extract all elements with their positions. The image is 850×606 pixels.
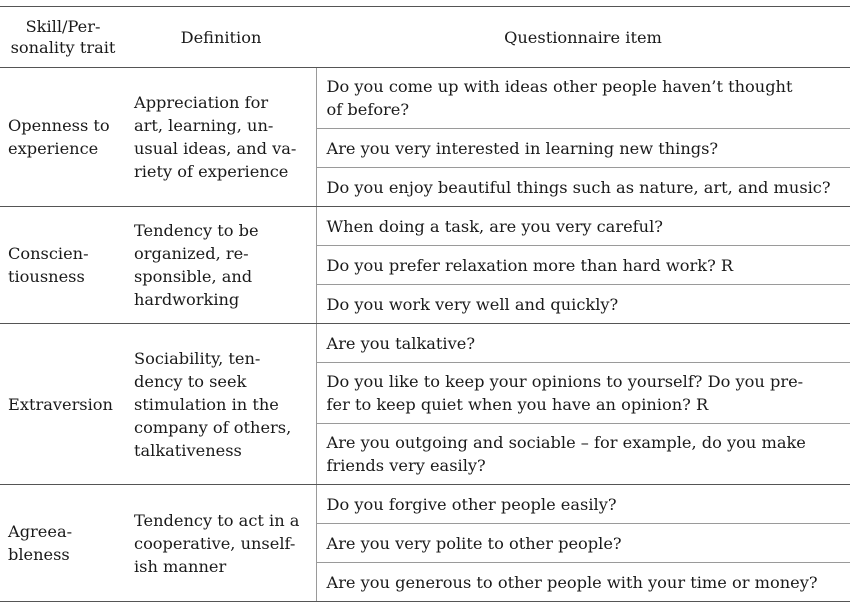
definition-column-header: Definition — [126, 7, 316, 68]
definition-line: dency to seek — [134, 371, 247, 391]
questionnaire-item-cell — [316, 129, 850, 168]
questionnaire-item-line: Are you very polite to other people? — [326, 533, 622, 553]
trait-header-line: sonality trait — [10, 38, 116, 57]
questionnaire-item-line: Do you come up with ideas other people haven’t thought — [326, 77, 793, 96]
questionnaire-item-line: Do you forgive other people easily? — [326, 494, 617, 514]
trait-header-line: Skill/Per- — [25, 17, 101, 36]
questionnaire-item-cell — [316, 207, 850, 246]
definition-line: usual ideas, and va- — [134, 139, 297, 158]
questionnaire-item-cell — [316, 524, 850, 563]
definition-line: Tendency to be — [134, 221, 259, 240]
trait-name-line: Agreea- — [8, 522, 73, 541]
trait-name-line: bleness — [8, 545, 70, 564]
trait-cell — [0, 207, 126, 324]
questionnaire-item-cell — [316, 324, 850, 363]
definition-line: ish manner — [134, 556, 227, 576]
personality-traits-table — [0, 6, 850, 602]
questionnaire-item-cell — [316, 563, 850, 602]
trait-name-line: tiousness — [8, 267, 85, 286]
definition-line: riety of experience — [134, 162, 289, 181]
definition-line: organized, re- — [134, 244, 249, 263]
definition-line: Appreciation for — [134, 93, 269, 112]
questionnaire-item-line: Are you very interested in learning new things? — [326, 138, 719, 158]
trait-name-line: Openness to — [8, 116, 110, 135]
trait-name-line: Extraversion — [8, 394, 113, 414]
questionnaire-item-cell — [316, 363, 850, 424]
definition-line: Sociability, ten- — [134, 348, 261, 368]
questionnaire-item-line: Do you like to keep your opinions to yourself? Do you pre- — [326, 372, 804, 391]
questionnaire-item-line: fer to keep quiet when you have an opinion? R — [326, 395, 709, 414]
questionnaire-item-cell — [316, 68, 850, 129]
questionnaire-item-line: Are you talkative? — [326, 333, 475, 353]
table-row — [0, 68, 850, 129]
definition-line: Tendency to act in a — [134, 510, 300, 530]
trait-name-line: Conscien- — [8, 244, 89, 263]
definition-cell — [126, 324, 316, 485]
header-row — [0, 7, 850, 68]
definition-line: sponsible, and — [134, 267, 253, 286]
definition-line: company of others, — [134, 417, 292, 437]
item-column-header: Questionnaire item — [316, 7, 850, 68]
definition-cell — [126, 485, 316, 602]
questionnaire-item-line: Do you enjoy beautiful things such as nature, art, and music? — [326, 177, 831, 197]
questionnaire-item-line: of before? — [326, 100, 410, 119]
trait-cell — [0, 68, 126, 207]
questionnaire-item-cell — [316, 246, 850, 285]
questionnaire-item-line: friends very easily? — [326, 456, 486, 475]
definition-line: cooperative, unself- — [134, 533, 296, 553]
definition-cell — [126, 207, 316, 324]
questionnaire-item-cell — [316, 485, 850, 524]
definition-line: hardworking — [134, 290, 240, 309]
trait-column-header — [0, 7, 126, 68]
definition-line: art, learning, un- — [134, 116, 274, 135]
questionnaire-item-line: Do you prefer relaxation more than hard work? R — [326, 255, 734, 275]
questionnaire-item-line: Do you work very well and quickly? — [326, 294, 619, 314]
trait-cell — [0, 324, 126, 485]
definition-line: stimulation in the — [134, 394, 279, 414]
trait-name-line: experience — [8, 139, 99, 158]
questionnaire-item-line: When doing a task, are you very careful? — [326, 216, 663, 236]
table-row — [0, 324, 850, 363]
definition-line: talkativeness — [134, 440, 242, 460]
questionnaire-item-line: Are you outgoing and sociable – for example, do you make — [326, 433, 806, 452]
definition-cell — [126, 68, 316, 207]
table-row — [0, 207, 850, 246]
questionnaire-item-cell — [316, 285, 850, 324]
table-row — [0, 485, 850, 524]
questionnaire-item-line: Are you generous to other people with your time or money? — [326, 572, 818, 592]
questionnaire-item-cell — [316, 424, 850, 485]
table-body — [0, 68, 850, 602]
questionnaire-item-cell — [316, 168, 850, 207]
trait-cell — [0, 485, 126, 602]
